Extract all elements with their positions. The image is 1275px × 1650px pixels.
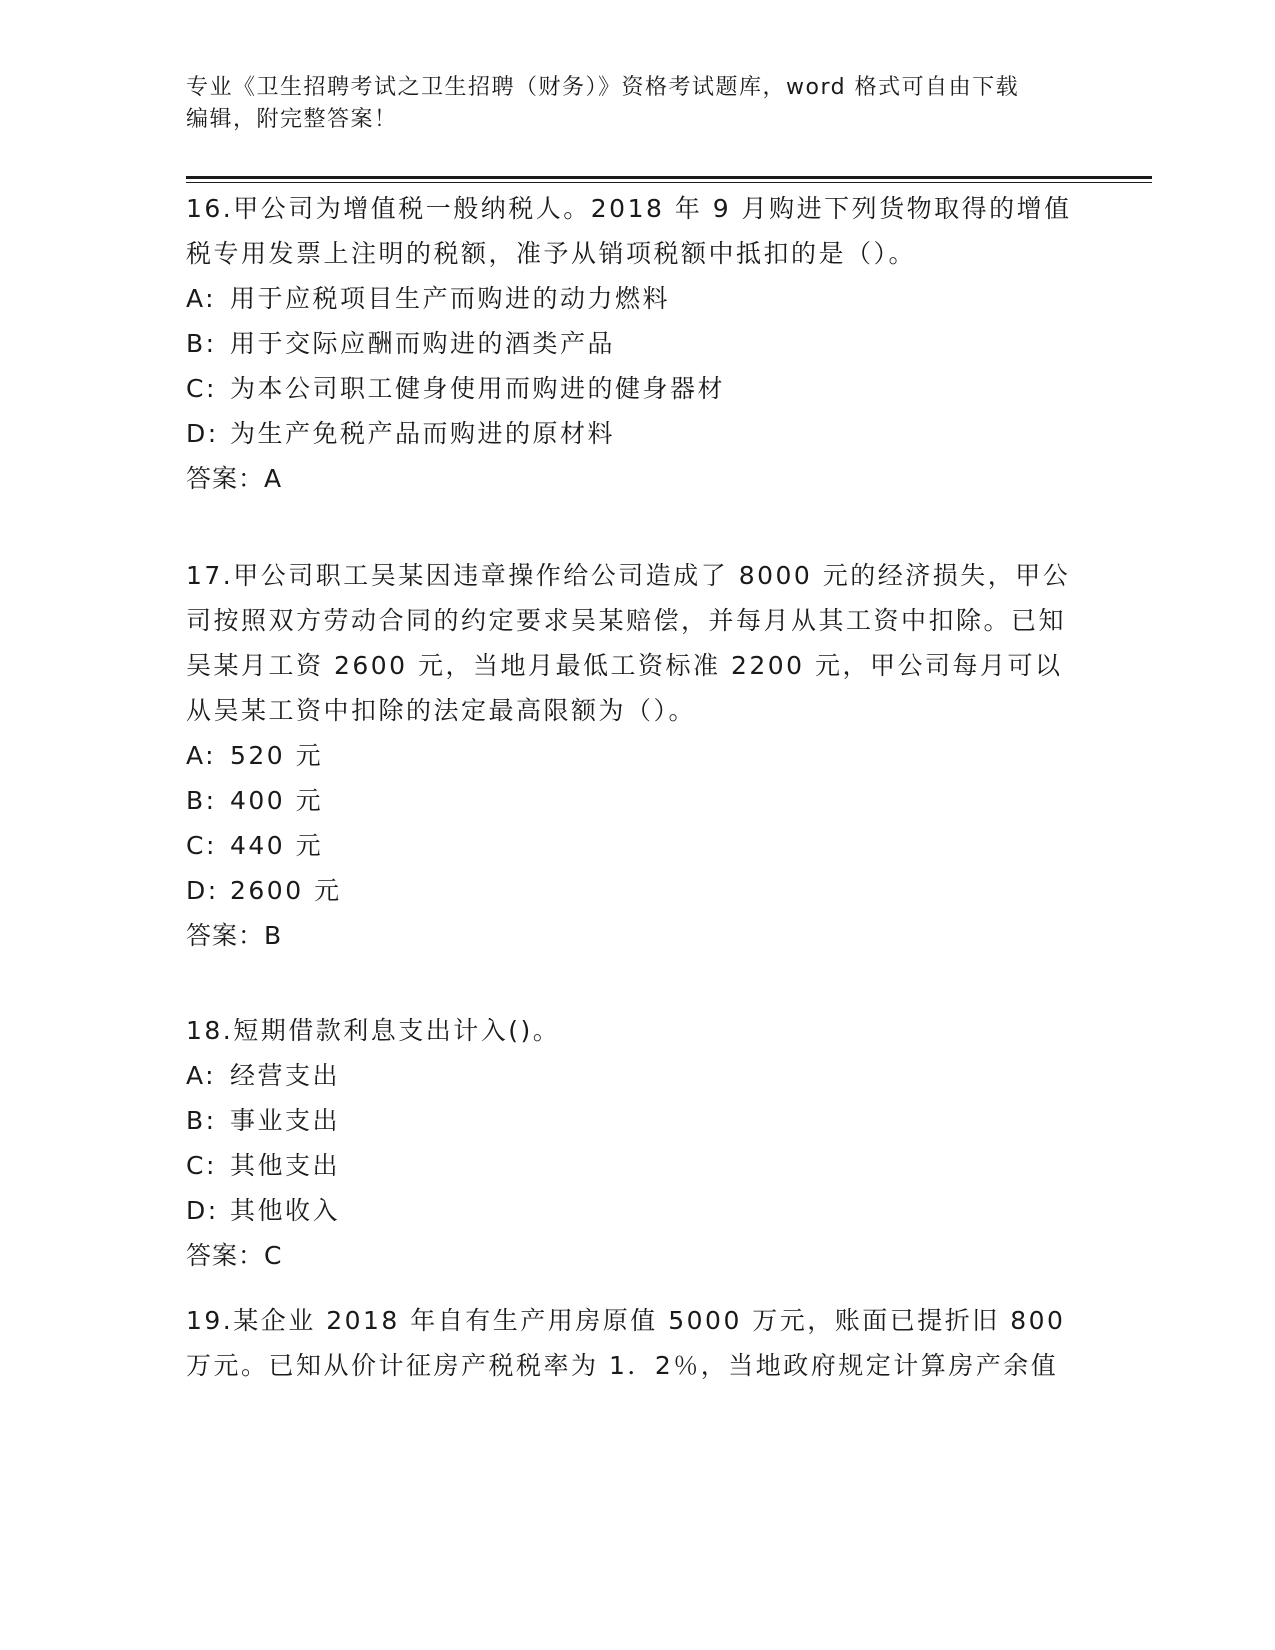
option-c [186,1143,1086,1188]
option-d [186,1188,1086,1233]
option-c [186,823,1086,868]
question-17 [186,553,1086,958]
option-b [186,778,1086,823]
option-key: D: [186,876,219,905]
option-text: 为本公司职工健身使用而购进的健身器材 [230,374,726,403]
question-stem: 18.短期借款利息支出计入()。 [186,1016,561,1045]
option-b [186,321,1086,366]
option-text: 为生产免税产品而购进的原材料 [230,419,616,448]
option-b [186,1098,1086,1143]
header-divider-thick [186,176,1152,179]
question-18 [186,1008,1086,1278]
header-divider-thin [186,182,1152,183]
question-19 [186,1298,1086,1388]
document-header: 专业《卫生招聘考试之卫生招聘（财务）》资格考试题库，word 格式可自由下载 编辑，附完整答案！ [186,75,1020,132]
question-stem: 16.甲公司为增值税一般纳税人。2018 年 9 月购进下列货物取得的增值税专用发票上注明的税额，准予从销项税额中抵扣的是（）。 [186,194,1072,268]
option-key: B: [186,786,217,815]
option-d [186,411,1086,456]
option-key: C: [186,374,217,403]
option-text: 用于交际应酬而购进的酒类产品 [230,329,616,358]
option-a [186,276,1086,321]
answer-line: 答案：A [186,464,283,493]
option-key: A: [186,741,217,770]
option-key: B: [186,1106,217,1135]
question-stem: 17.甲公司职工吴某因违章操作给公司造成了 8000 元的经济损失，甲公司按照双方劳动合同的约定要求吴某赔偿，并每月从其工资中扣除。已知吴某月工资 2600 元，当地月最低工资标准 2200 元，甲公司每月可以从吴某工资中扣除的法定最高限额为（）。 [186,561,1071,725]
option-key: C: [186,1151,217,1180]
option-key: D: [186,419,219,448]
option-key: D: [186,1196,219,1225]
option-text: 520 元 [230,741,324,770]
option-text: 400 元 [230,786,324,815]
option-text: 经营支出 [230,1061,341,1090]
option-text: 其他收入 [230,1196,341,1225]
answer-line: 答案：C [186,1241,283,1270]
option-key: C: [186,831,217,860]
option-text: 用于应税项目生产而购进的动力燃料 [230,284,671,313]
option-text: 事业支出 [230,1106,341,1135]
option-text: 其他支出 [230,1151,341,1180]
question-stem: 19.某企业 2018 年自有生产用房原值 5000 万元，账面已提折旧 800 万元。已知从价计征房产税税率为 1．2％，当地政府规定计算房产余值 [186,1306,1066,1380]
option-text: 2600 元 [230,876,342,905]
option-d [186,868,1086,913]
option-key: B: [186,329,217,358]
option-key: A: [186,1061,217,1090]
option-key: A: [186,284,217,313]
option-c [186,366,1086,411]
option-text: 440 元 [230,831,324,860]
option-a [186,1053,1086,1098]
answer-line: 答案：B [186,921,283,950]
question-16 [186,186,1086,501]
option-a [186,733,1086,778]
